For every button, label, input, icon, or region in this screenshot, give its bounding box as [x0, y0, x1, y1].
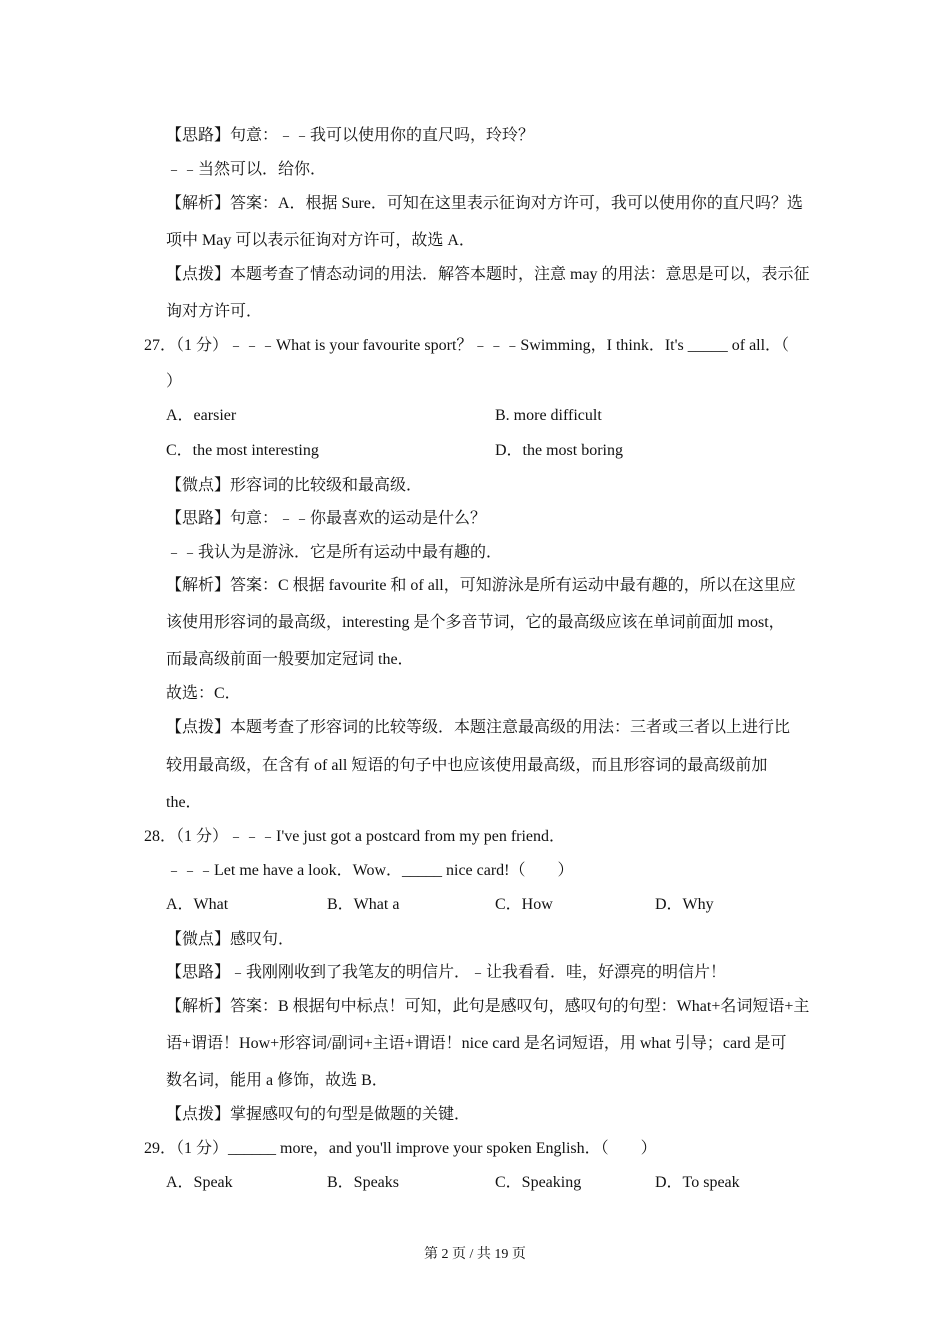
- q26-jiexi-line-2: 项中 May 可以表示征询对方许可，故选 A．: [166, 232, 475, 249]
- q27-weidian: 【微点】形容词的比较级和最高级．: [166, 477, 423, 494]
- q28-option-c: C．How: [495, 896, 553, 913]
- q29-option-d: D．To speak: [655, 1174, 740, 1191]
- q27-dianbo-line-2: 较用最高级，在含有 of all 短语的句子中也应该使用最高级，而且形容词的最高级前加: [166, 757, 768, 774]
- q29-option-c: C．Speaking: [495, 1174, 582, 1191]
- q27-dianbo-line-3: the．: [166, 794, 202, 811]
- q26-dianbo-line-1: 【点拨】本题考查了情态动词的用法．解答本题时，注意 may 的用法：意思是可以，表示征: [166, 266, 810, 283]
- q27-silu-line-2: ﹣﹣我认为是游泳．它是所有运动中最有趣的．: [166, 544, 503, 561]
- q27-dianbo-line-1: 【点拨】本题考查了形容词的比较等级．本题注意最高级的用法：三者或三者以上进行比: [166, 719, 791, 736]
- q28-weidian: 【微点】感叹句．: [166, 931, 295, 948]
- q27-option-a: A．earsier: [166, 407, 237, 424]
- q27-jiexi-line-3: 而最高级前面一般要加定冠词 the．: [166, 651, 414, 668]
- q28-silu: 【思路】﹣我刚刚收到了我笔友的明信片．﹣让我看看．哇，好漂亮的明信片！: [166, 964, 727, 981]
- q28-stem-line-2: ﹣﹣﹣Let me have a look．Wow．_____ nice card!（ ）: [166, 862, 574, 879]
- q28-option-d: D．Why: [655, 896, 714, 913]
- q28-dianbo: 【点拨】掌握感叹句的句型是做题的关键．: [166, 1106, 471, 1123]
- q29-stem: 29．（1 分）______ more，and you'll improve your spoken English．（ ）: [144, 1140, 657, 1157]
- q28-jiexi-line-2: 语+谓语！How+形容词/副词+主语+谓语！nice card 是名词短语，用 what 引导；card 是可: [166, 1035, 787, 1052]
- q27-jiexi-line-1: 【解析】答案：C 根据 favourite 和 of all，可知游泳是所有运动中最有趣的，所以在这里应: [166, 577, 796, 594]
- q27-stem-line-1: 27．（1 分）﹣﹣﹣What is your favourite sport？﹣﹣﹣Swimming，I think．It's _____ of all．（: [144, 337, 790, 354]
- q28-jiexi-line-3: 数名词，能用 a 修饰，故选 B．: [166, 1072, 388, 1089]
- q28-stem-line-1: 28．（1 分）﹣﹣﹣I've just got a postcard from my pen friend．: [144, 828, 566, 845]
- q27-option-c: C．the most interesting: [166, 442, 319, 459]
- page-number-footer: 第 2 页 / 共 19 页: [424, 1247, 526, 1262]
- q28-option-a: A．What: [166, 896, 229, 913]
- q26-dianbo-line-2: 询对方许可．: [166, 303, 263, 320]
- q27-option-b: B. more difficult: [495, 407, 602, 424]
- q27-jiexi-line-4: 故选：C．: [166, 685, 241, 702]
- q27-option-d: D．the most boring: [495, 442, 623, 459]
- q27-silu-line-1: 【思路】句意：﹣﹣你最喜欢的运动是什么？: [166, 510, 487, 527]
- q27-stem-line-2: ）: [166, 373, 183, 390]
- q26-silu-line-2: ﹣﹣当然可以．给你．: [166, 161, 327, 178]
- q26-silu-line-1: 【思路】句意：﹣﹣我可以使用你的直尺吗，玲玲？: [166, 127, 535, 144]
- q29-option-a: A．Speak: [166, 1174, 233, 1191]
- q28-option-b: B．What a: [327, 896, 400, 913]
- q29-option-b: B．Speaks: [327, 1174, 400, 1191]
- q28-jiexi-line-1: 【解析】答案：B 根据句中标点！可知，此句是感叹句，感叹句的句型：What+名词短语+主: [166, 998, 810, 1015]
- q27-jiexi-line-2: 该使用形容词的最高级，interesting 是个多音节词，它的最高级应该在单词前面加 most，: [166, 614, 785, 631]
- q26-jiexi-line-1: 【解析】答案：A．根据 Sure．可知在这里表示征询对方许可，我可以使用你的直尺吗？选: [166, 195, 803, 212]
